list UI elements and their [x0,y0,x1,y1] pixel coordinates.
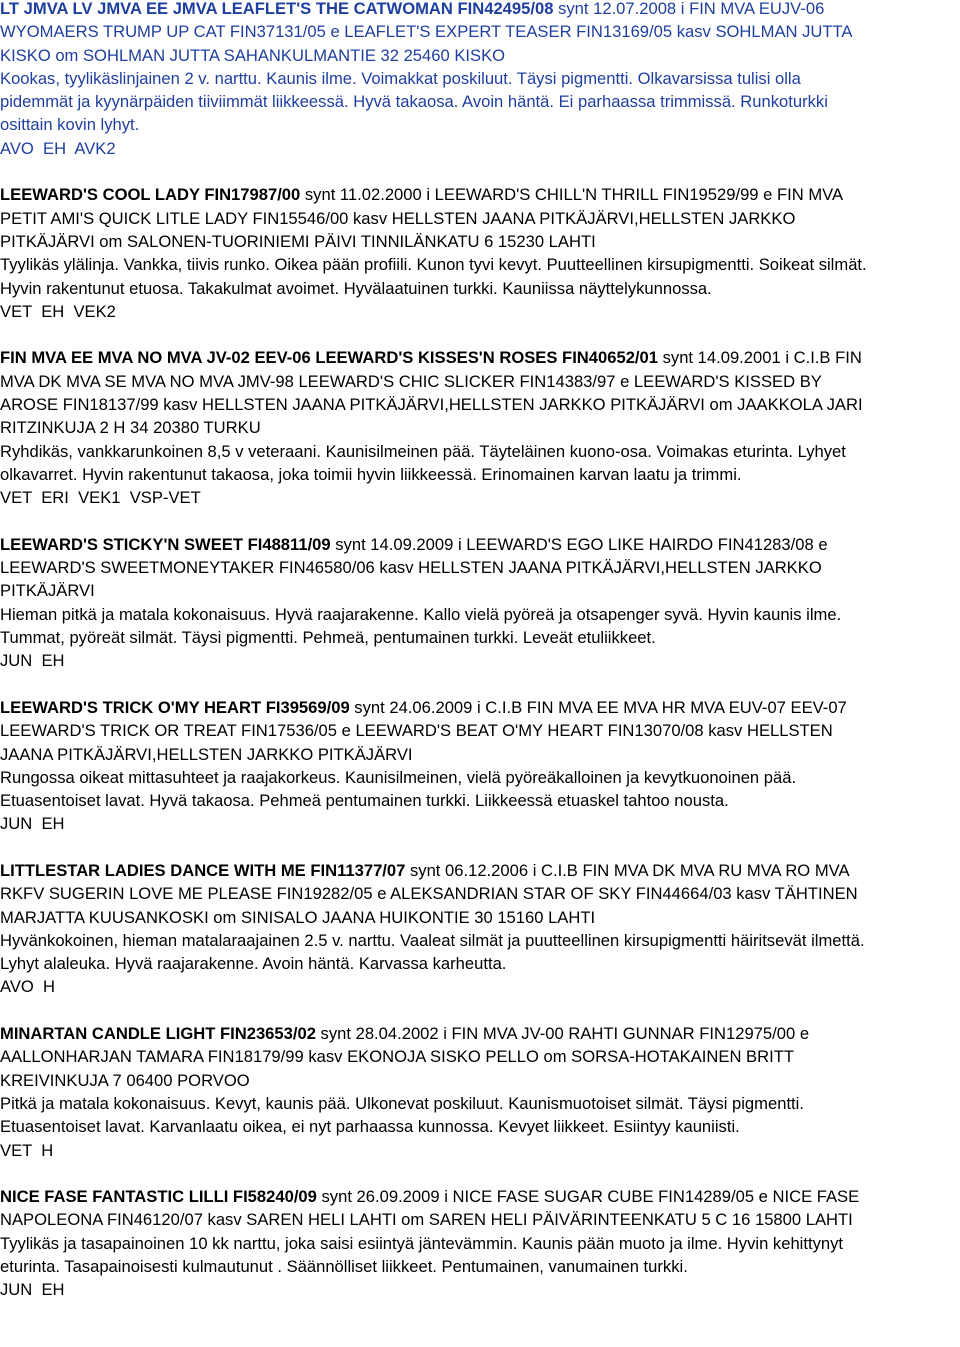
dog-entry [0,859,958,999]
pedigree-line: JAANA PITKÄJÄRVI,HELLSTEN JARKKO PITKÄJÄRVI [0,744,413,764]
critique-line: Lyhyt alaleuka. Hyvä raajarakenne. Avoin häntä. Karvassa karheutta. [0,954,507,974]
critique-line: osittain kovin lyhyt. [0,115,140,135]
dog-title: LITTLESTAR LADIES DANCE WITH ME FIN11377/07 [0,860,406,880]
pedigree-line: LEEWARD'S SWEETMONEYTAKER FIN46580/06 kasv HELLSTEN JAANA PITKÄJÄRVI,HELLSTEN JARKKO [0,558,822,578]
critique-line: Pitkä ja matala kokonaisuus. Kevyt, kaunis pää. Ulkonevat poskiluut. Kaunismuotoiset silmät. Täysi pigmentti. [0,1093,804,1113]
pedigree-text: synt 11.02.2000 i LEEWARD'S CHILL'N THRILL FIN19529/99 e FIN MVA [300,185,844,205]
entry-header-line [0,1022,958,1045]
pedigree-text: synt 28.04.2002 i FIN MVA JV-00 RAHTI GUNNAR FIN12975/00 e [315,1024,810,1044]
pedigree-line: RKFV SUGERIN LOVE ME PLEASE FIN19282/05 e ALEKSANDRIAN STAR OF SKY FIN44664/03 kasv TÄHTINEN [0,884,858,904]
result-line: JUN EH [0,814,65,834]
entry-header-line [0,346,958,369]
pedigree-line: LEEWARD'S TRICK OR TREAT FIN17536/05 e LEEWARD'S BEAT O'MY HEART FIN13070/08 kasv HELLSTEN [0,721,833,741]
critique-line: Rungossa oikeat mittasuhteet ja raajakorkeus. Kaunisilmeinen, vielä pyöreäkalloinen ja kevytkuonoinen pää. [0,767,797,787]
pedigree-line: AROSE FIN18137/99 kasv HELLSTEN JAANA PITKÄJÄRVI,HELLSTEN JARKKO PITKÄJÄRVI om JAAKKOLA JARI [0,395,863,415]
entry-header-line [0,183,958,206]
critique-line: eturinta. Tasapainoisesti kulmautunut . Säännölliset liikkeet. Pentumainen, vanumainen turkki. [0,1257,688,1277]
pedigree-line: MVA DK MVA SE MVA NO MVA JMV-98 LEEWARD'S CHIC SLICKER FIN14383/97 e LEEWARD'S KISSED BY [0,371,822,391]
critique-line: Etuasentoiset lavat. Karvanlaatu oikea, ei nyt parhaassa kunnossa. Kevyet liikkeet. Esiintyy kauniisti. [0,1117,740,1137]
dog-entry [0,0,958,160]
pedigree-line: KISKO om SOHLMAN JUTTA SAHANKULMANTIE 32 25460 KISKO [0,45,506,65]
entry-header-line [0,533,958,556]
pedigree-line: NAPOLEONA FIN46120/07 kasv SAREN HELI LAHTI om SAREN HELI PÄIVÄRINTEENKATU 5 C 16 15800 LAHTI [0,1210,853,1230]
pedigree-line: WYOMAERS TRUMP UP CAT FIN37131/05 e LEAFLET'S EXPERT TEASER FIN13169/05 kasv SOHLMAN JUTTA [0,22,853,42]
dog-entry [0,533,958,673]
pedigree-line: RITZINKUJA 2 H 34 20380 TURKU [0,418,261,438]
result-line: VET ERI VEK1 VSP-VET [0,488,201,508]
critique-line: Tyylikäs ja tasapainoinen 10 kk narttu, joka saisi esiintyä jäntevämmin. Kaunis pään muoto ja ilme. Hyvin kehittynyt [0,1233,844,1253]
critique-line: Tyylikäs ylälinja. Vankka, tiivis runko. Oikea pään profiili. Kunon tyvi kevyt. Puutteellinen kirsupigmentti. Soikeat silmät. [0,255,867,275]
dog-title: LEEWARD'S STICKY'N SWEET FI48811/09 [0,534,331,554]
critique-line: Hyvänkokoinen, hieman matalaraajainen 2.5 v. narttu. Vaaleat silmät ja puutteellinen kirsupigmentti häiritsevät ilmettä. [0,930,865,950]
dog-title: LEEWARD'S COOL LADY FIN17987/00 [0,185,301,205]
pedigree-line: PITKÄJÄRVI om SALONEN-TUORINIEMI PÄIVI TINNILÄNKATU 6 15230 LAHTI [0,231,596,251]
pedigree-line: PITKÄJÄRVI [0,581,95,601]
dog-title: NICE FASE FANTASTIC LILLI FI58240/09 [0,1187,317,1207]
dog-title: LEEWARD'S TRICK O'MY HEART FI39569/09 [0,697,350,717]
pedigree-line: KREIVINKUJA 7 06400 PORVOO [0,1070,250,1090]
result-line: AVO H [0,977,56,997]
critique-line: Etuasentoiset lavat. Hyvä takaosa. Pehmeä pentumainen turkki. Liikkeessä etuaskel tahtoo nousta. [0,791,729,811]
dog-entry [0,1022,958,1162]
entry-header-line [0,0,958,20]
critique-line: Tummat, pyöreät silmät. Täysi pigmentti. Pehmeä, pentumainen turkki. Leveät etuliikkeet. [0,628,656,648]
critique-line: Kookas, tyylikäslinjainen 2 v. narttu. Kaunis ilme. Voimakkat poskiluut. Täysi pigmentti. Olkavarsissa tulisi olla [0,68,801,88]
dog-title: MINARTAN CANDLE LIGHT FIN23653/02 [0,1024,316,1044]
pedigree-text: synt 26.09.2009 i NICE FASE SUGAR CUBE FIN14289/05 e NICE FASE [316,1187,860,1207]
pedigree-text: synt 06.12.2006 i C.I.B FIN MVA DK MVA RU MVA RO MVA [405,860,850,880]
dog-entry [0,183,958,323]
result-line: VET EH VEK2 [0,301,116,321]
critique-line: olkavarret. Hyvin rakentunut takaosa, joka toimii hyvin liikkeessä. Erinomainen karvan laatu ja trimmi. [0,464,742,484]
result-line: JUN EH [0,1280,65,1300]
critique-line: Hyvin rakentunut etuosa. Takakulmat avoimet. Hyvälaatuinen turkki. Kauniissa näyttelykunnossa. [0,278,712,298]
result-line: VET H [0,1140,54,1160]
dog-title: LT JMVA LV JMVA EE JMVA LEAFLET'S THE CATWOMAN FIN42495/08 [0,0,554,18]
pedigree-text: synt 12.07.2008 i FIN MVA EUJV-06 [553,0,825,18]
critique-line: pidemmät ja kyynärpäiden tiiviimmät liikkeessä. Hyvä takaosa. Avoin häntä. Ei parhaassa trimmissä. Runkoturkki [0,92,828,112]
entry-header-line [0,1185,958,1208]
pedigree-text: synt 14.09.2001 i C.I.B FIN [658,348,862,368]
critique-line: Ryhdikäs, vankkarunkoinen 8,5 v veteraani. Kaunisilmeinen pää. Täyteläinen kuono-osa. Voimakas eturinta. Lyhyet [0,441,846,461]
dog-entry [0,696,958,836]
pedigree-line: AALLONHARJAN TAMARA FIN18179/99 kasv EKONOJA SISKO PELLO om SORSA-HOTAKAINEN BRITT [0,1047,794,1067]
pedigree-line: PETIT AMI'S QUICK LITLE LADY FIN15546/00 kasv HELLSTEN JAANA PITKÄJÄRVI,HELLSTEN JARKKO [0,208,796,228]
entry-header-line [0,696,958,719]
dog-entry [0,1185,958,1301]
entry-header-line [0,859,958,882]
result-line: AVO EH AVK2 [0,138,116,158]
result-line: JUN EH [0,651,65,671]
pedigree-text: synt 24.06.2009 i C.I.B FIN MVA EE MVA HR MVA EUV-07 EEV-07 [349,697,847,717]
critique-line: Hieman pitkä ja matala kokonaisuus. Hyvä raajarakenne. Kallo vielä pyöreä ja otsapenger syvä. Hyvin kaunis ilme. [0,604,842,624]
pedigree-line: MARJATTA KUUSANKOSKI om SINISALO JAANA HUIKONTIE 30 15160 LAHTI [0,907,596,927]
dog-title: FIN MVA EE MVA NO MVA JV-02 EEV-06 LEEWARD'S KISSES'N ROSES FIN40652/01 [0,348,658,368]
dog-entry [0,346,958,509]
pedigree-text: synt 14.09.2009 i LEEWARD'S EGO LIKE HAIRDO FIN41283/08 e [330,534,828,554]
